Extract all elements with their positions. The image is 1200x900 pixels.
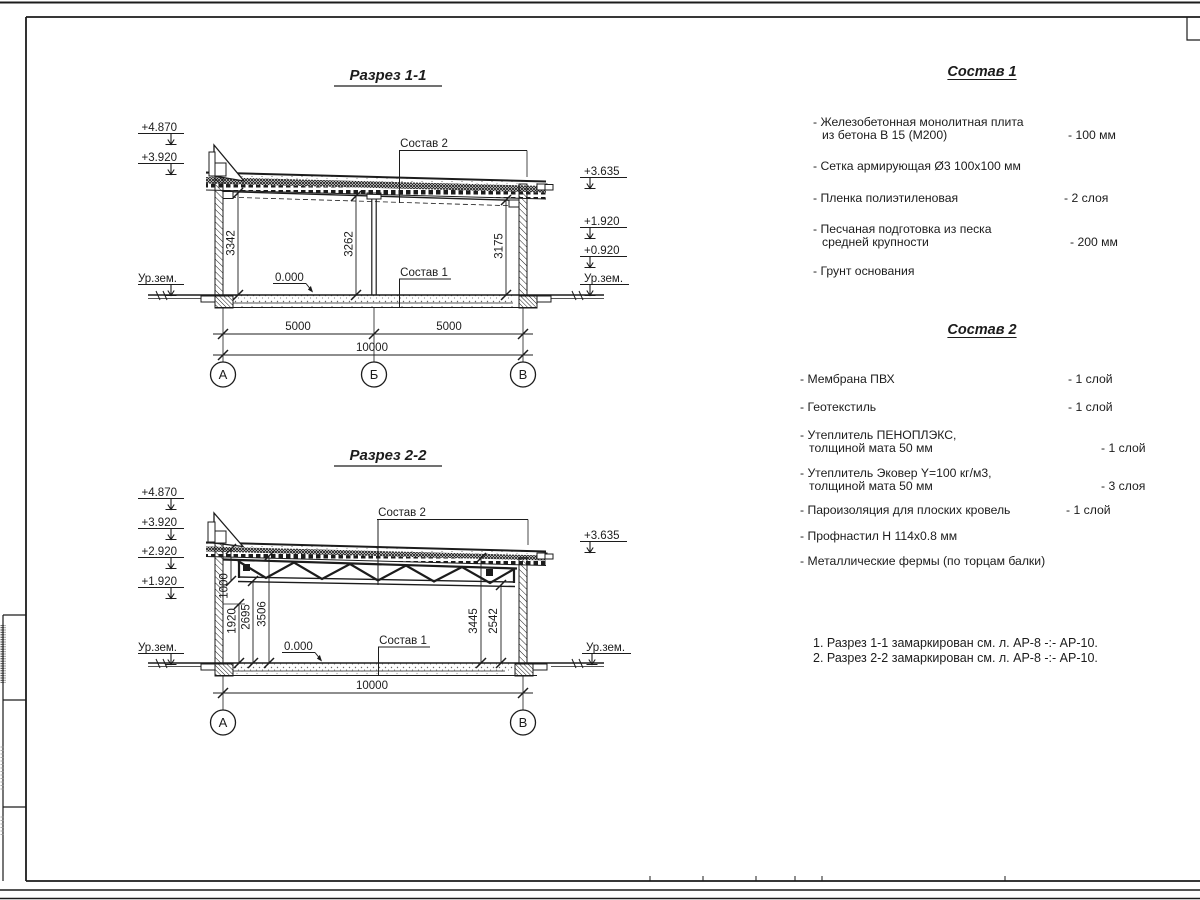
frame-corner-box [1187, 17, 1200, 40]
elevation-marks-left [138, 487, 184, 665]
elevation-label: +0.920 [584, 245, 620, 257]
axis-label: В [518, 715, 528, 730]
list-item-value: - 1 слой [1101, 441, 1146, 455]
list-item: толщиной мата 50 мм [809, 441, 933, 455]
height-dim-label: 3342 [225, 230, 238, 256]
axis-label: А [218, 715, 228, 730]
list-item: из бетона В 15 (М200) [822, 128, 948, 142]
list-item-value: - 200 мм [1070, 235, 1118, 249]
parapet [208, 513, 243, 547]
section-2-2 [138, 447, 631, 735]
composition-1-title: Состав 1 [947, 64, 1017, 80]
list-item-value: - 1 слой [1068, 400, 1113, 414]
zero-level-mark [282, 641, 322, 662]
zero-level-label: 0.000 [275, 272, 304, 284]
stamp-vertical-text-strip [0, 625, 6, 683]
height-dim-label: 3175 [493, 233, 506, 259]
elevation-marks-right [580, 530, 631, 665]
height-dim-label: 2695 [240, 604, 253, 630]
frame-left-stamp-column [3, 615, 26, 881]
roof-end-plate [545, 554, 553, 559]
list-item: - Утеплитель ПЕНОПЛЭКС, [800, 428, 957, 442]
elevation-marks-left [138, 122, 184, 296]
sheet-frame [0, 3, 1200, 899]
elevation-label: +3.920 [141, 517, 177, 529]
section-1-1 [138, 67, 629, 387]
roof-slab [206, 543, 546, 566]
height-dim-label: 3445 [468, 608, 480, 634]
height-dim-label: 3506 [256, 601, 269, 627]
elevation-label: Ур.зем. [137, 273, 177, 285]
list-item: - Геотекстиль [800, 400, 877, 414]
list-item: - Пароизоляция для плоских кровель [800, 503, 1011, 517]
list-item-value: - 100 мм [1068, 128, 1116, 142]
zero-level-label: 0.000 [284, 641, 313, 653]
height-dim-label: 2542 [488, 608, 500, 634]
callout-floor-label: Состав 1 [379, 635, 427, 647]
elevation-label: Ур.зем. [586, 642, 626, 654]
list-item: - Железобетонная монолитная плита [813, 115, 1024, 129]
height-dim-label: 1920 [226, 608, 239, 634]
section-2-2-title: Разрез 2-2 [349, 447, 427, 464]
axis-label: Б [369, 367, 379, 382]
list-item: - Металлические фермы (по торцам балки) [800, 554, 1046, 568]
list-item: - Грунт основания [813, 264, 915, 278]
left-wall [215, 543, 223, 663]
elevation-label: +3.635 [584, 166, 620, 178]
note-line: 1. Разрез 1-1 замаркирован см. л. АР-8 -:- АР-10. [813, 636, 1098, 650]
stamp-vertical-text-strip [0, 815, 5, 835]
corbel [509, 200, 519, 207]
elevation-marks-right [580, 166, 629, 296]
list-item: - Профнастил Н 114х0.8 мм [800, 529, 958, 543]
elevation-label: +2.920 [141, 546, 177, 558]
middle-column [372, 197, 376, 295]
left-wall [215, 173, 223, 295]
axis-bubbles [211, 710, 536, 735]
list-item-value: - 1 слой [1068, 372, 1113, 386]
list-item: - Песчаная подготовка из песка [813, 222, 992, 236]
elevation-label: +3.920 [141, 152, 177, 164]
dim-label: 5000 [285, 321, 311, 333]
callout-roof-label: Состав 2 [400, 138, 448, 150]
zero-level-mark [273, 272, 313, 293]
truss-bearing [243, 564, 250, 571]
truss-bearing [486, 569, 493, 576]
parapet [209, 145, 244, 181]
elevation-label: +3.635 [584, 530, 620, 542]
axis-label: В [518, 367, 528, 382]
elevation-label: +4.870 [141, 487, 177, 499]
roof-end-plate [545, 185, 553, 191]
list-item: толщиной мата 50 мм [809, 479, 933, 493]
list-item: - Сетка армирующая Ø3 100х100 мм [813, 159, 1021, 173]
corbel [223, 192, 233, 199]
elevation-label: Ур.зем. [137, 642, 177, 654]
callout-roof-label: Состав 2 [378, 507, 426, 519]
elevation-label: +4.870 [141, 122, 177, 134]
composition-2-title: Состав 2 [947, 322, 1017, 338]
dim-label: 5000 [436, 321, 462, 333]
list-item-value: - 3 слоя [1101, 479, 1146, 493]
section-1-1-title: Разрез 1-1 [349, 67, 427, 84]
dim-label: 10000 [356, 342, 388, 354]
list-item-value: - 1 слой [1066, 503, 1111, 517]
height-dim-label: 3262 [343, 231, 356, 257]
elevation-label: +1.920 [584, 216, 620, 228]
height-dim-label: 1000 [218, 573, 231, 599]
dim-label: 10000 [356, 680, 388, 692]
callout-floor-label: Состав 1 [400, 267, 448, 279]
elevation-label: Ур.зем. [584, 273, 624, 285]
list-item: средней крупности [822, 235, 929, 249]
list-item-value: - 2 слоя [1064, 191, 1109, 205]
list-item: - Утеплитель Эковер Y=100 кг/м3, [800, 466, 992, 480]
stamp-vertical-text-strip [0, 745, 5, 790]
list-item: - Мембрана ПВХ [800, 372, 895, 386]
axis-label: А [218, 367, 228, 382]
elevation-label: +1.920 [141, 576, 177, 588]
list-item: - Пленка полиэтиленовая [813, 191, 959, 205]
right-wall [519, 184, 527, 295]
right-wall [519, 558, 527, 663]
floor-slab [201, 295, 551, 308]
note-line: 2. Разрез 2-2 замаркирован см. л. АР-8 -:- АР-10. [813, 651, 1098, 665]
